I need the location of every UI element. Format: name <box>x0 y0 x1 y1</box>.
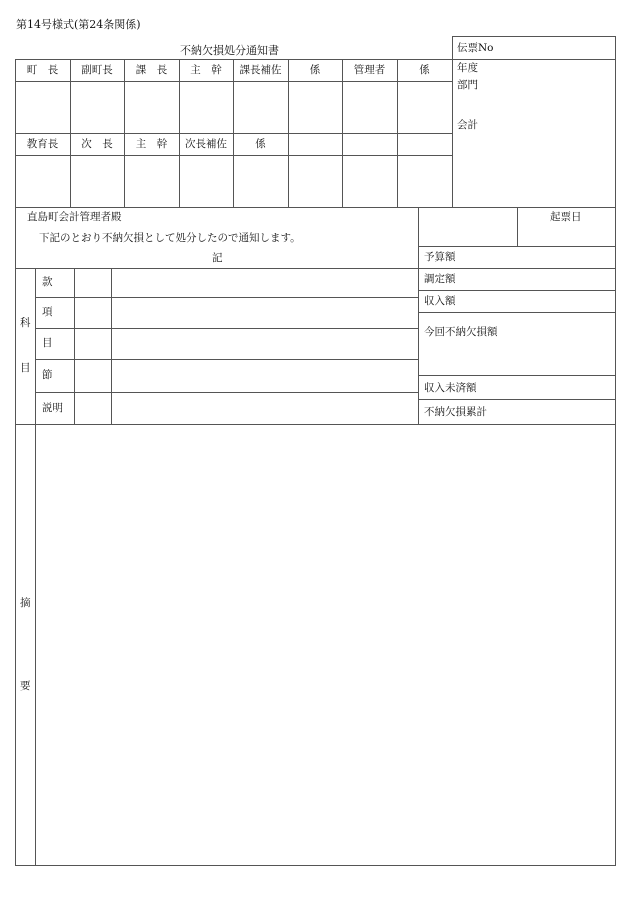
approval-header-6: 係 <box>309 63 321 76</box>
issue-date-label: 起票日 <box>550 211 582 223</box>
summary-char-1: 摘 <box>20 597 31 609</box>
line <box>15 59 16 866</box>
budget-label: 予算額 <box>424 250 456 263</box>
line <box>418 312 616 313</box>
page-title: 不納欠損処分通知書 <box>180 44 279 57</box>
accounting-label: 会計 <box>457 119 478 131</box>
approval2-header-5: 係 <box>255 137 266 150</box>
approval-header-8: 係 <box>419 63 430 76</box>
line <box>15 424 616 425</box>
slip-no-label: 伝票No <box>457 42 494 54</box>
unreceived-label: 収入未済額 <box>424 381 477 394</box>
notice-text: 下記のとおり不納欠損として処分したので通知します。 <box>39 232 301 244</box>
approval-header-1: 町 長 <box>26 63 59 76</box>
approval-header-4: 主 幹 <box>190 63 222 76</box>
line <box>615 36 616 866</box>
subject-row-label: 目 <box>42 337 53 350</box>
subject-row-label: 項 <box>42 306 53 319</box>
summary-char-2: 要 <box>20 680 31 692</box>
approval-header-5: 課長補佐 <box>239 63 282 76</box>
addressee: 直島町会計管理者殿 <box>27 211 122 223</box>
write-off-label: 今回不納欠損額 <box>424 326 498 338</box>
approval-header-7: 管理者 <box>353 63 386 76</box>
line <box>35 297 418 298</box>
line <box>74 268 75 424</box>
approval-header-3: 課 長 <box>135 63 168 76</box>
year-label: 年度 <box>457 62 478 74</box>
line <box>452 36 453 207</box>
line <box>418 207 419 424</box>
approval2-header-1: 教育長 <box>26 137 59 150</box>
line <box>35 268 36 866</box>
line <box>288 59 289 207</box>
approval2-header-3: 主 幹 <box>135 137 168 150</box>
subject-row-label: 節 <box>42 369 53 382</box>
approval2-header-2: 次 長 <box>81 137 113 150</box>
line <box>15 865 616 866</box>
subject-row-label: 説明 <box>42 401 63 414</box>
line <box>517 207 518 247</box>
approval-header-2: 副町長 <box>81 63 113 76</box>
line <box>15 268 616 269</box>
assessed-label: 調定額 <box>424 272 456 285</box>
line <box>35 392 418 393</box>
subject-row-label: 款 <box>42 276 53 289</box>
line <box>342 59 343 207</box>
form-number: 第14号様式(第24条関係) <box>16 18 141 31</box>
line <box>418 375 616 376</box>
line <box>15 207 616 208</box>
ki-label: 記 <box>212 252 223 264</box>
cumulative-label: 不納欠損累計 <box>424 405 487 418</box>
line <box>35 328 418 329</box>
approval2-header-4: 次長補佐 <box>185 137 227 150</box>
line <box>111 268 112 424</box>
received-label: 収入額 <box>424 294 456 307</box>
line <box>452 36 616 37</box>
line <box>397 59 398 207</box>
line <box>418 399 616 400</box>
subject-char-1: 科 <box>20 317 31 329</box>
subject-char-2: 目 <box>20 362 31 374</box>
department-label: 部門 <box>457 79 478 91</box>
line <box>35 359 418 360</box>
